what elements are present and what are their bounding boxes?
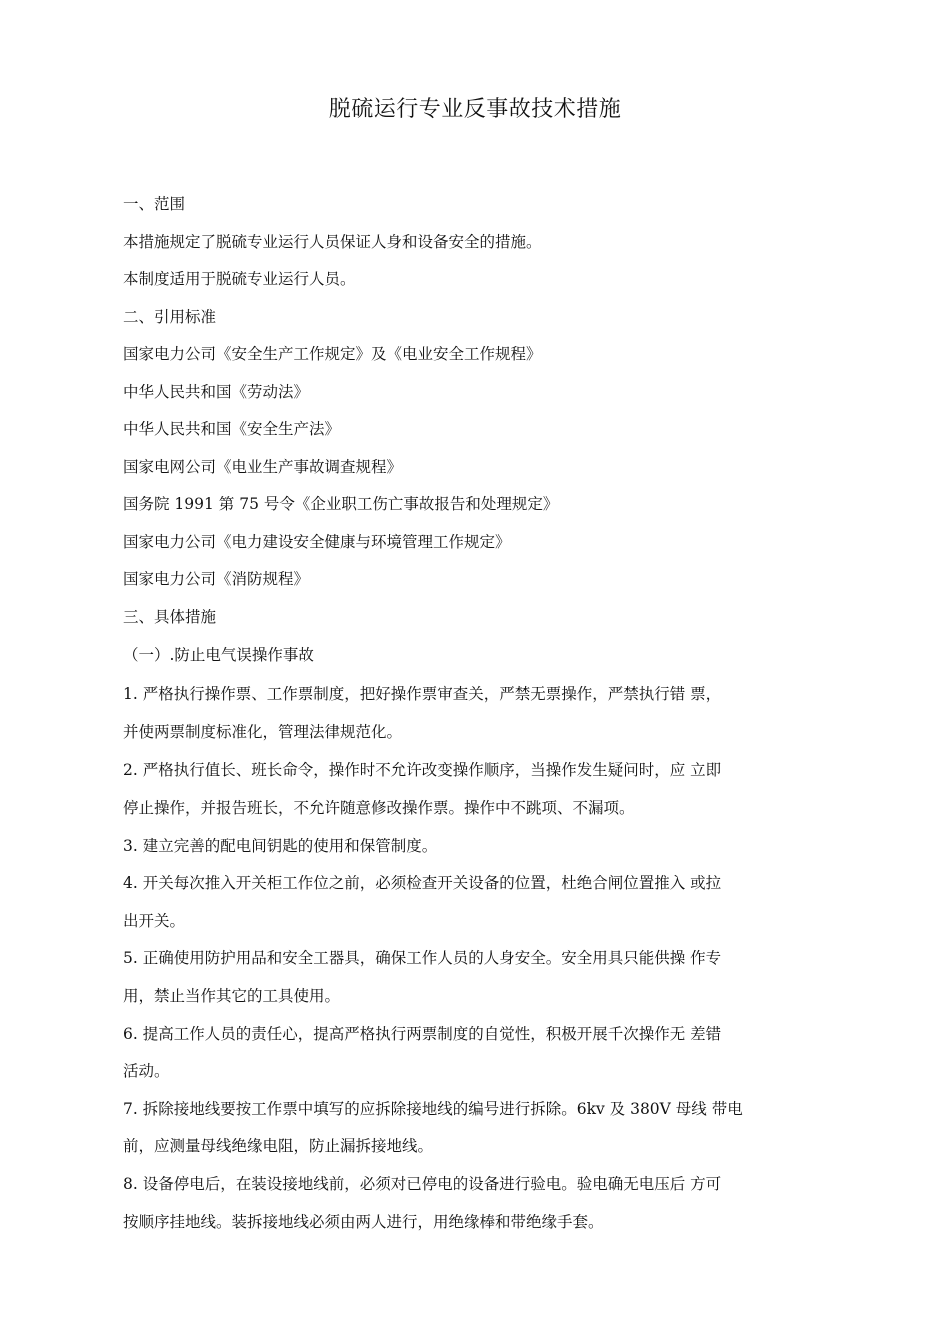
section-heading-scope: 一、范围 [123, 195, 186, 213]
reference-item: 中华人民共和国《劳动法》 [123, 383, 310, 401]
paragraph-line: 本措施规定了脱硫专业运行人员保证人身和设备安全的措施。 [123, 233, 542, 251]
document-title: 脱硫运行专业反事故技术措施 [328, 97, 622, 122]
measure-item-line: 活动。 [123, 1062, 170, 1080]
reference-item: 国家电力公司《电力建设安全健康与环境管理工作规定》 [123, 533, 511, 551]
reference-item: 国家电网公司《电业生产事故调查规程》 [123, 458, 403, 476]
measure-item-line: 7. 拆除接地线要按工作票中填写的应拆除接地线的编号进行拆除。6kv 及 380V 母线 带电 [123, 1100, 743, 1118]
measure-item-line: 5. 正确使用防护用品和安全工器具，确保工作人员的人身安全。安全用具只能供操 作专 [123, 949, 722, 967]
measure-item-line: 出开关。 [123, 912, 186, 930]
measure-item-line: 6. 提高工作人员的责任心，提高严格执行两票制度的自觉性，积极开展千次操作无 差错 [123, 1025, 722, 1043]
measure-item-line: 3. 建立完善的配电间钥匙的使用和保管制度。 [123, 837, 438, 855]
measure-item-line: 前，应测量母线绝缘电阻，防止漏拆接地线。 [123, 1137, 434, 1155]
measure-item-line: 停止操作，并报告班长，不允许随意修改操作票。操作中不跳项、不漏项。 [123, 799, 635, 817]
reference-item: 国务院 1991 第 75 号令《企业职工伤亡事故报告和处理规定》 [123, 495, 559, 513]
measure-item-line: 并使两票制度标准化，管理法律规范化。 [123, 723, 403, 741]
section-heading-measures: 三、具体措施 [123, 608, 217, 626]
measure-item-line: 4. 开关每次推入开关柜工作位之前，必须检查开关设备的位置，杜绝合闸位置推入 或拉 [123, 874, 722, 892]
paragraph-line: 本制度适用于脱硫专业运行人员。 [123, 270, 356, 288]
section-heading-references: 二、引用标准 [123, 308, 217, 326]
reference-item: 国家电力公司《安全生产工作规定》及《电业安全工作规程》 [123, 345, 542, 363]
reference-item: 中华人民共和国《安全生产法》 [123, 420, 341, 438]
measure-item-line: 按顺序挂地线。装拆接地线必须由两人进行，用绝缘棒和带绝缘手套。 [123, 1213, 604, 1231]
measure-item-line: 用，禁止当作其它的工具使用。 [123, 987, 341, 1005]
measure-item-line: 1. 严格执行操作票、工作票制度，把好操作票审查关，严禁无票操作，严禁执行错 票， [123, 685, 722, 703]
measure-item-line: 8. 设备停电后，在装设接地线前，必须对已停电的设备进行验电。验电确无电压后 方可 [123, 1175, 722, 1193]
measure-item-line: 2. 严格执行值长、班长命令，操作时不允许改变操作顺序，当操作发生疑问时，应 立即 [123, 761, 722, 779]
subsection-heading: （一）.防止电气误操作事故 [123, 646, 314, 664]
reference-item: 国家电力公司《消防规程》 [123, 570, 310, 588]
